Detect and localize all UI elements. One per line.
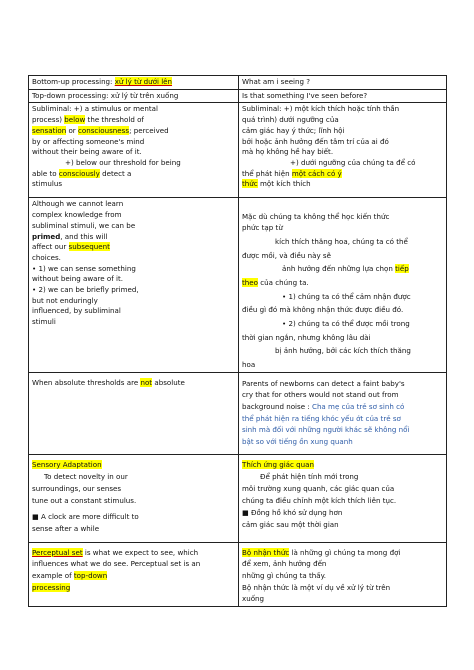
text-line [242,179,443,190]
blue-text: Cha mẹ của trẻ sơ sinh có [311,402,405,412]
text-line: • 2) we can be briefly primed, [32,285,139,295]
highlight-text: Perceptual set [32,547,83,557]
text-line: complex knowledge from [32,210,122,220]
text-line: Parents of newborns can detect a faint baby's [242,378,405,388]
text-line: bởi hoặc ảnh hưởng đến tâm trí của ai đó [242,136,389,146]
text: thể phát hiện [242,168,292,178]
text-line: quá trình) dưới ngưỡng của [242,115,339,125]
cell-subliminal-vi [239,103,447,198]
highlight-text: Bộ nhận thức [242,547,290,557]
text-line: bật so với tiếng ồn xung quanh [242,436,353,446]
text-line [32,459,235,471]
text-line: influences what we do see. Perceptual set is an [32,559,201,569]
text-line [242,459,443,471]
text-line: influenced, by subliminal [32,306,121,316]
table-row [29,89,447,103]
text-line [32,169,235,180]
text-line: cảm giác hay ý thức; lĩnh hội [242,125,345,135]
text-line: Although we cannot learn [32,199,124,209]
cell-sensory-en [29,454,239,542]
text-line [242,547,443,559]
text-line: thể phát hiện ra tiếng khóc yếu ớt của trẻ sơ [242,413,401,423]
bold-text: primed [32,231,61,241]
cell-seen-before [239,89,447,103]
text-line: thời gian ngắn, nhưng không lâu dài [242,332,371,342]
text-line: sense after a while [32,523,100,533]
notes-table [28,75,447,607]
text-line: +) dưới ngưỡng của chúng ta để có [290,157,416,167]
text: When absolute thresholds are [32,377,141,387]
cell-threshold-vi [239,372,447,454]
text-line: để xem, ảnh hưởng đến [242,559,327,569]
cell-priming-en [29,198,239,372]
text-line: cry that for others would not stand out from [242,390,399,400]
text-line [32,547,235,559]
text: Bottom-up processing: [32,77,115,86]
text-line: môi trường xung quanh, các giác quan của [242,483,395,493]
highlight-text: Thích ứng giác quan [242,459,315,469]
text-line: mà họ không hề hay biết. [242,147,334,157]
table-row [29,542,447,606]
highlight-text: processing [32,582,71,592]
text: the threshold of [85,115,144,125]
text-line: xuống [242,594,265,604]
text-line: To detect novelty in our [44,471,128,481]
highlight-text: theo [242,277,258,287]
text: background noise : [242,402,312,412]
table-row [29,198,447,372]
highlight-text: consciously [58,168,100,178]
text-line: subliminal stimuli, we can be [32,220,136,230]
highlight-text: sensation [32,125,67,135]
highlight-text: xử lý từ dưới lên [114,77,173,86]
table-row [29,103,447,198]
text-line: Subliminal: +) một kích thích hoặc tính thần [242,104,400,114]
text: process) [32,115,65,125]
text: detect a [99,168,132,178]
highlight-text: thức [242,179,258,189]
text-line: được mồi, và điều này sẽ [242,250,331,260]
text-line: surroundings, our senses [32,483,122,493]
text: là những gì chúng ta mong đợi [289,547,401,557]
cell-sensory-vi [239,454,447,542]
text: absolute [152,377,185,387]
text-line: kích thích thăng hoa, chúng ta có thể [275,236,408,246]
text-line: tune out a constant stimulus. [32,495,137,505]
text-line: cảm giác sau một thời gian [242,519,339,529]
text-line: sinh mà đối với những người khác sẽ không nổi [242,425,410,435]
text-line: • 2) chúng ta có thể được mồi trong [282,319,410,329]
text-line: ■ Đồng hồ khó sử dụng hơn [242,507,343,517]
highlight-text: not [140,377,153,387]
text: affect our [32,242,69,252]
cell-top-down [29,89,239,103]
text-line [32,582,235,594]
text: able to [32,168,59,178]
cell-subliminal-en [29,103,239,198]
text-line: stimulus [32,179,63,189]
highlight-text: below [64,115,86,125]
table-row [29,372,447,454]
cell-priming-vi [239,198,447,372]
text-line [242,264,443,275]
text-line: Để phát hiện tính mới trong [260,471,359,481]
text: một kích thích [257,179,311,189]
table-row [29,76,447,90]
highlight-text: một cách có ý [291,168,342,178]
cell-perceptual-set-en [29,542,239,606]
text: Is that something I've seen before? [242,90,368,100]
text-line: • 1) we can sense something [32,263,136,273]
text-line [32,126,235,137]
text-line: stimuli [32,317,56,327]
text-line: bị ảnh hưởng, bởi các kích thích thăng [275,346,411,356]
text-line: điều gì đó mà không nhận thức được điều đó. [242,305,404,315]
text-line: by or affecting someone's mind [32,136,145,146]
text: Top-down processing: xử lý từ trên xuống [32,90,179,100]
text-line: but not enduringly [32,295,98,305]
text-line: hoa [242,360,256,370]
text-line [32,232,235,243]
text-line: phức tạp từ [242,223,283,233]
text: , and this will [60,231,108,241]
highlight-text: consciousness [77,125,130,135]
text: What am i seeing ? [242,77,311,86]
cell-what-am-i-seeing [239,76,447,90]
text-line: Subliminal: +) a stimulus or mental [32,104,159,114]
cell-perceptual-set-vi [239,542,447,606]
cell-threshold-en [29,372,239,454]
text: example of [32,571,74,581]
highlight-text: tiếp [395,264,409,274]
text: của chúng ta. [257,277,309,287]
text-line [32,115,235,126]
text-line: choices. [32,252,61,262]
text-line: Bộ nhận thức là một ví dụ về xử lý từ trên [242,582,391,592]
text-line [32,570,235,582]
text-line: without their being aware of it. [32,147,142,157]
text-line: ■ A clock are more difficult to [32,511,139,521]
text-line: những gì chúng ta thấy. [242,571,327,581]
text-line [242,401,443,413]
highlight-text: top-down [73,571,108,581]
text-line: +) below our threshold for being [65,157,181,167]
table-row [29,454,447,542]
text-line [32,242,235,253]
text-line: • 1) chúng ta có thể cảm nhận được [282,291,411,301]
cell-bottom-up [29,76,239,90]
text: or [66,125,78,135]
text-line: without being aware of it. [32,274,123,284]
text-line [242,169,443,180]
text: ảnh hưởng đến những lựa chọn [282,264,396,274]
text-line: chúng ta điều chỉnh một kích thích liên tục. [242,495,397,505]
highlight-text: subsequent [68,242,110,252]
text: is what we expect to see, which [82,547,199,557]
text-line: Mặc dù chúng ta không thể học kiến thức [242,212,390,222]
text-line [242,278,443,289]
text: ; perceived [129,125,169,135]
highlight-text: Sensory Adaptation [32,459,102,469]
